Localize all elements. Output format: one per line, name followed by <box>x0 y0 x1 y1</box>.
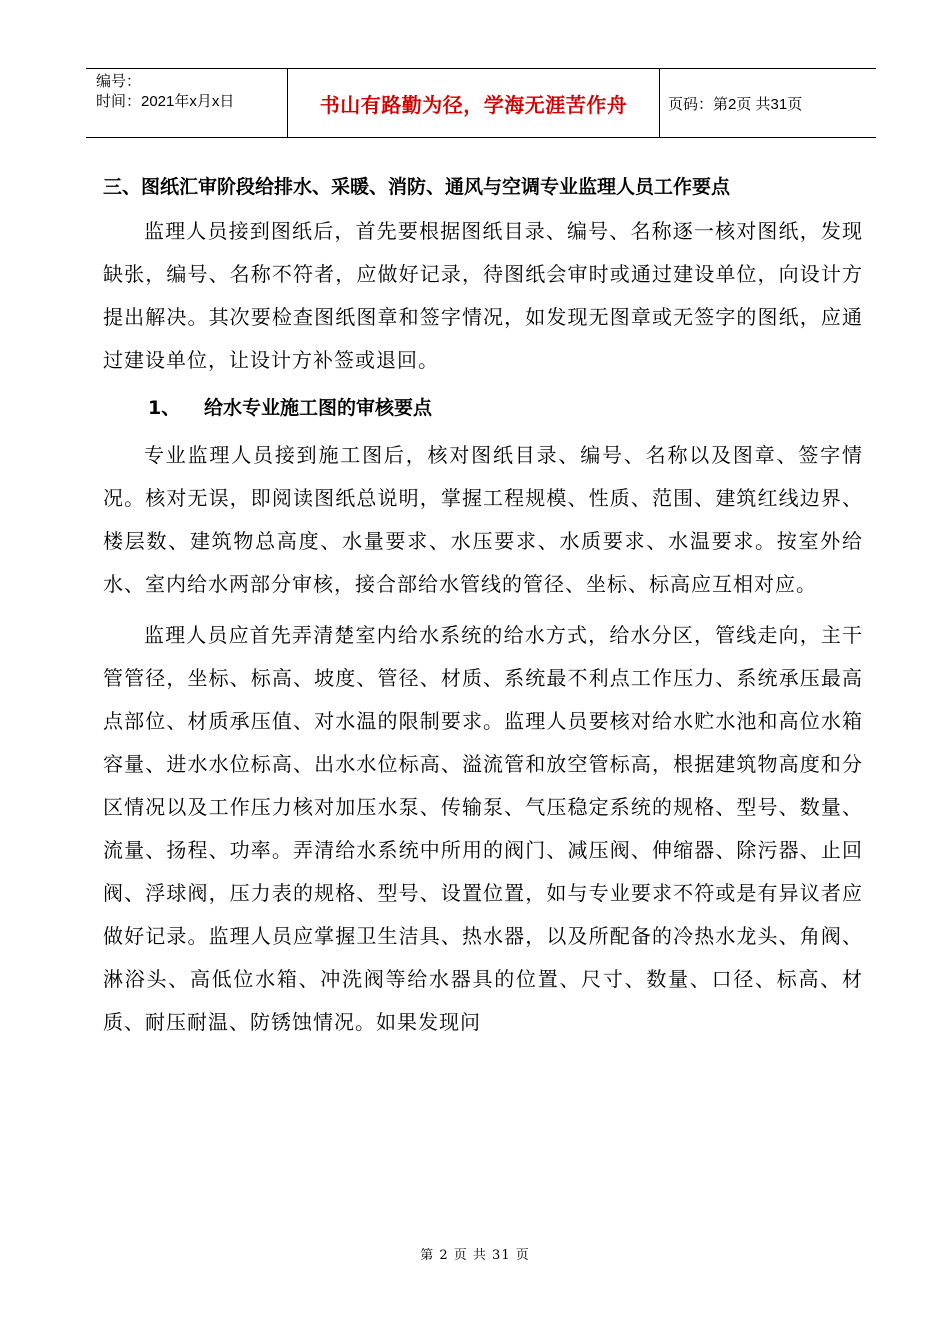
body-paragraph: 专业监理人员接到施工图后，核对图纸目录、编号、名称以及图章、签字情况。核对无误，即阅读图纸总说明，掌握工程规模、性质、范围、建筑红线边界、楼层数、建筑物总高度、水量要求、水压要求、水质要求、水温要求。按室外给水、室内给水两部分审核，接合部给水管线的管径、坐标、标高应互相对应。 <box>103 443 863 596</box>
header-page-info: 页码：第2页 共31页 <box>668 95 803 113</box>
page-footer: 第 2 页 共 31 页 <box>420 1248 530 1263</box>
serial-label: 编号： <box>96 73 142 90</box>
subsection-heading <box>103 382 863 434</box>
time-label: 时间：2021年x月x日 <box>96 93 235 110</box>
document-header <box>86 68 876 138</box>
subsection-number: 1、 <box>148 397 181 419</box>
section-title: 三、图纸汇审阶段给排水、采暖、消防、通风与空调专业监理人员工作要点 <box>103 176 731 198</box>
paragraph-gap <box>103 606 863 614</box>
document-body <box>103 164 863 1044</box>
header-meta-cell <box>86 69 288 137</box>
header-motto: 书山有路勤为径，学海无涯苦作舟 <box>288 69 660 137</box>
body-paragraph: 监理人员应首先弄清楚室内给水系统的给水方式，给水分区，管线走向，主干管管径，坐标、标高、坡度、管径、材质、系统最不利点工作压力、系统承压最高点部位、材质承压值、对水温的限制要求。监理人员要核对给水贮水池和高位水箱容量、进水水位标高、出水水位标高、溢流管和放空管标高，根据建筑物高度和分区情况以及工作压力核对加压水泵、传输泵、气压稳定系统的规格、型号、数量、流量、扬程、功率。弄清给水系统中所用的阀门、减压阀、伸缩器、除污器、止回阀、浮球阀，压力表的规格、型号、设置位置，如与专业要求不符或是有异议者应做好记录。监理人员应掌握卫生洁具、热水器，以及所配备的冷热水龙头、角阀、淋浴头、高低位水箱、冲洗阀等给水器具的位置、尺寸、数量、口径、标高、材质、耐压耐温、防锈蚀情况。如果发现问 <box>103 623 863 1034</box>
subsection-title: 给水专业施工图的审核要点 <box>204 397 433 419</box>
section-intro-paragraph: 监理人员接到图纸后，首先要根据图纸目录、编号、名称逐一核对图纸，发现缺张，编号、名称不符者，应做好记录，待图纸会审时或通过建设单位，向设计方提出解决。其次要检查图纸图章和签字情况，如发现无图章或无签字的图纸，应通过建设单位，让设计方补签或退回。 <box>103 219 863 372</box>
